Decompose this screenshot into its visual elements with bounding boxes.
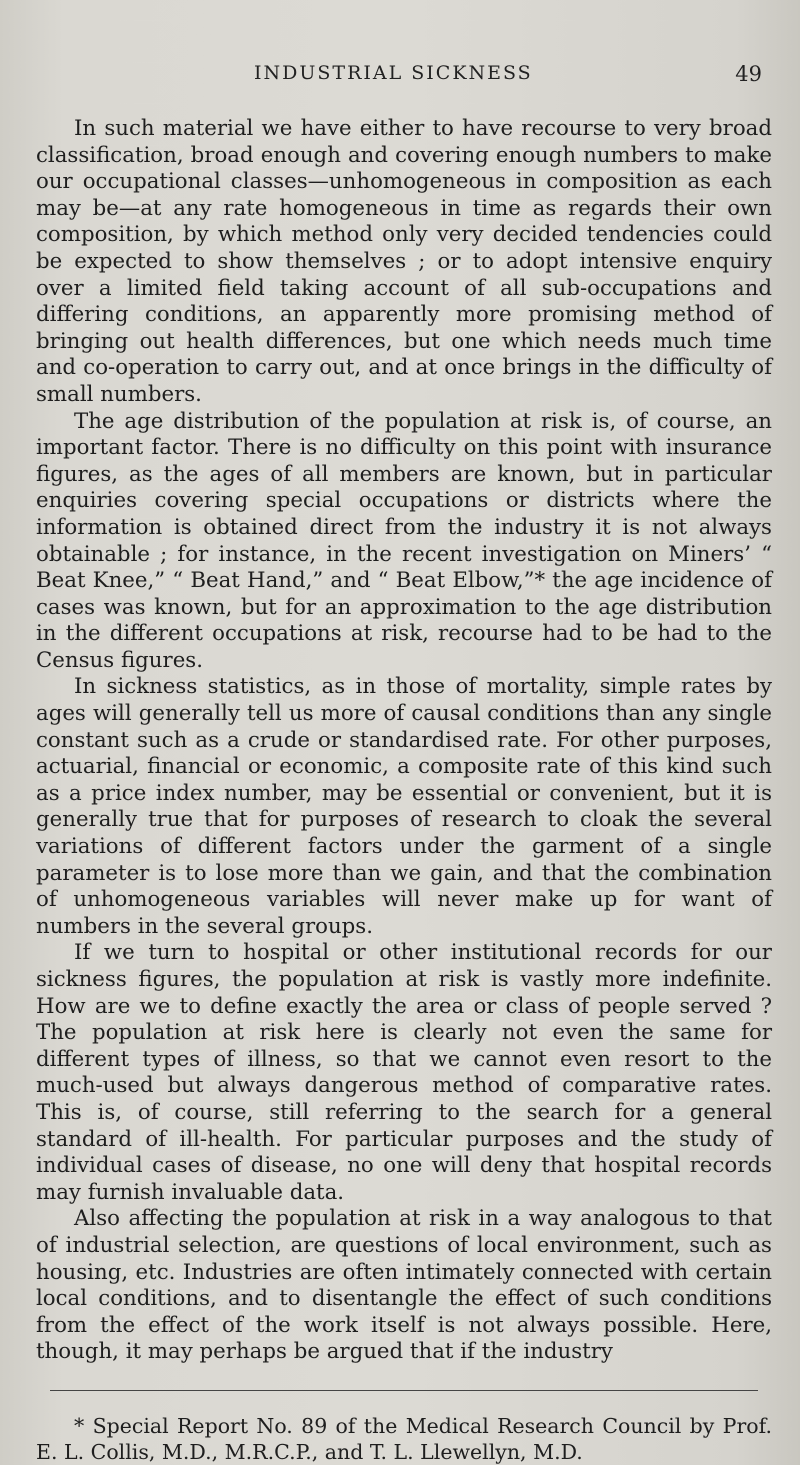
body-text	[36, 116, 772, 1366]
page-header	[36, 62, 772, 96]
footnote: * Special Report No. 89 of the Medical Research Council by Prof. E. L. Collis, M.D., M.R.C.P., and T. L. Llewellyn, M.D.	[36, 1413, 772, 1464]
paragraph-3: In sickness statistics, as in those of mortality, simple rates by ages will generally tell us more of causal conditions than any single constant such as a crude or standardised rate. For other purposes, actuarial, financial or economic, a composite rate of this kind such as a price index number, may be essential or convenient, but it is generally true that for purposes of research to cloak the several variations of different factors under the garment of a single parameter is to lose more than we gain, and that the combination of unhomogeneous variables will never make up for want of numbers in the several groups.	[36, 674, 772, 939]
footnote-divider	[50, 1390, 758, 1391]
running-title: INDUSTRIAL SICKNESS	[254, 62, 533, 84]
page-number: 49	[735, 62, 762, 86]
paragraph-5: Also affecting the population at risk in a way analogous to that of industrial selection, are questions of local environment, such as housing, etc. Industries are often intimately connected with certain local conditions, and to disentangle the effect of such conditions from the effect of the work itself is not always possible. Here, though, it may perhaps be argued that if the industry	[36, 1206, 772, 1365]
paragraph-2: The age distribution of the population at risk is, of course, an important factor. There is no difficulty on this point with insurance figures, as the ages of all members are known, but in particular enquiries covering special occupations or districts where the information is obtained direct from the industry it is not always obtainable ; for instance, in the recent investigation on Miners’ “ Beat Knee,” “ Beat Hand,” and “ Beat Elbow,”* the age incidence of cases was known, but for an approximation to the age distribution in the different occupations at risk, recourse had to be had to the Census figures.	[36, 408, 772, 673]
paragraph-1: In such material we have either to have recourse to very broad classification, broad enough and covering enough numbers to make our occupational classes—unhomogeneous in composition as each may be—at any rate homogeneous in time as regards their own composition, by which method only very decided tendencies could be expected to show themselves ; or to adopt intensive enquiry over a limited field taking account of all sub-occupations and differing conditions, an apparently more promising method of bringing out health differences, but one which needs much time and co-operation to carry out, and at once brings in the difficulty of small numbers.	[36, 116, 772, 407]
paragraph-4: If we turn to hospital or other institutional records for our sickness figures, the population at risk is vastly more indefinite. How are we to define exactly the area or class of people served ? The population at risk here is clearly not even the same for different types of illness, so that we cannot even resort to the much-used but always dangerous method of comparative rates. This is, of course, still referring to the search for a general standard of ill-health. For particular purposes and the study of individual cases of disease, no one will deny that hospital records may furnish invaluable data.	[36, 940, 772, 1205]
